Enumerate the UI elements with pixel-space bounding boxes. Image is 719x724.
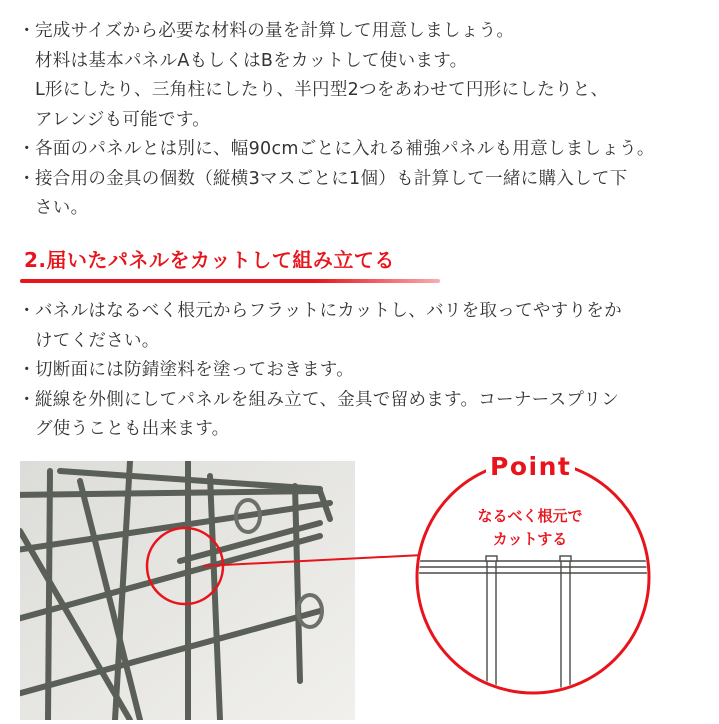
point-title: Point (486, 452, 575, 481)
list-item-line: 接合用の金具の個数（縦横3マスごとに1個）も計算して一緒に購入して下 (35, 168, 628, 189)
list-item-line: 完成サイズから必要な材料の量を計算して用意しましょう。 (35, 21, 515, 41)
bullet: ・ (18, 360, 36, 380)
point-circle (417, 461, 649, 693)
list-item-line: L形にしたり、三角柱にしたり、半円型2つをあわせて円形にしたりと、 (35, 80, 609, 100)
callout-line: なるべく根元で (477, 507, 583, 525)
bullet: ・ (18, 139, 36, 159)
list-item-line: 材料は基本パネルAもしくはBをカットして使います。 (35, 50, 468, 71)
point-circle-illustration (380, 455, 719, 720)
section-heading: 2.届いたパネルをカットして組み立てる (24, 248, 395, 272)
list-item-line: 縦線を外側にしてパネルを組み立て、金具で留めます。コーナースプリン (35, 389, 620, 410)
bullet: ・ (18, 389, 36, 410)
list-item-line: けてください。 (35, 330, 160, 351)
bullet: ・ (18, 168, 36, 189)
point-diagram (380, 455, 719, 720)
bullet: ・ (18, 21, 36, 41)
list-item-line: アレンジも可能です。 (35, 109, 211, 130)
point-callout (450, 505, 610, 551)
list-item-line: さい。 (35, 198, 89, 218)
list-item-line: バネルはなるべく根元からフラットにカットし、バリを取ってやすりをか (35, 301, 622, 321)
list-item-line: 各面のパネルとは別に、幅90cmごとに入れる補強パネルも用意しましょう。 (35, 139, 655, 159)
list-item-line: グ使うことも出来ます。 (35, 419, 230, 439)
callout-line: カットする (492, 530, 568, 548)
bullet: ・ (18, 301, 36, 321)
list-item-line: 切断面には防錆塗料を塗っておきます。 (35, 360, 354, 380)
